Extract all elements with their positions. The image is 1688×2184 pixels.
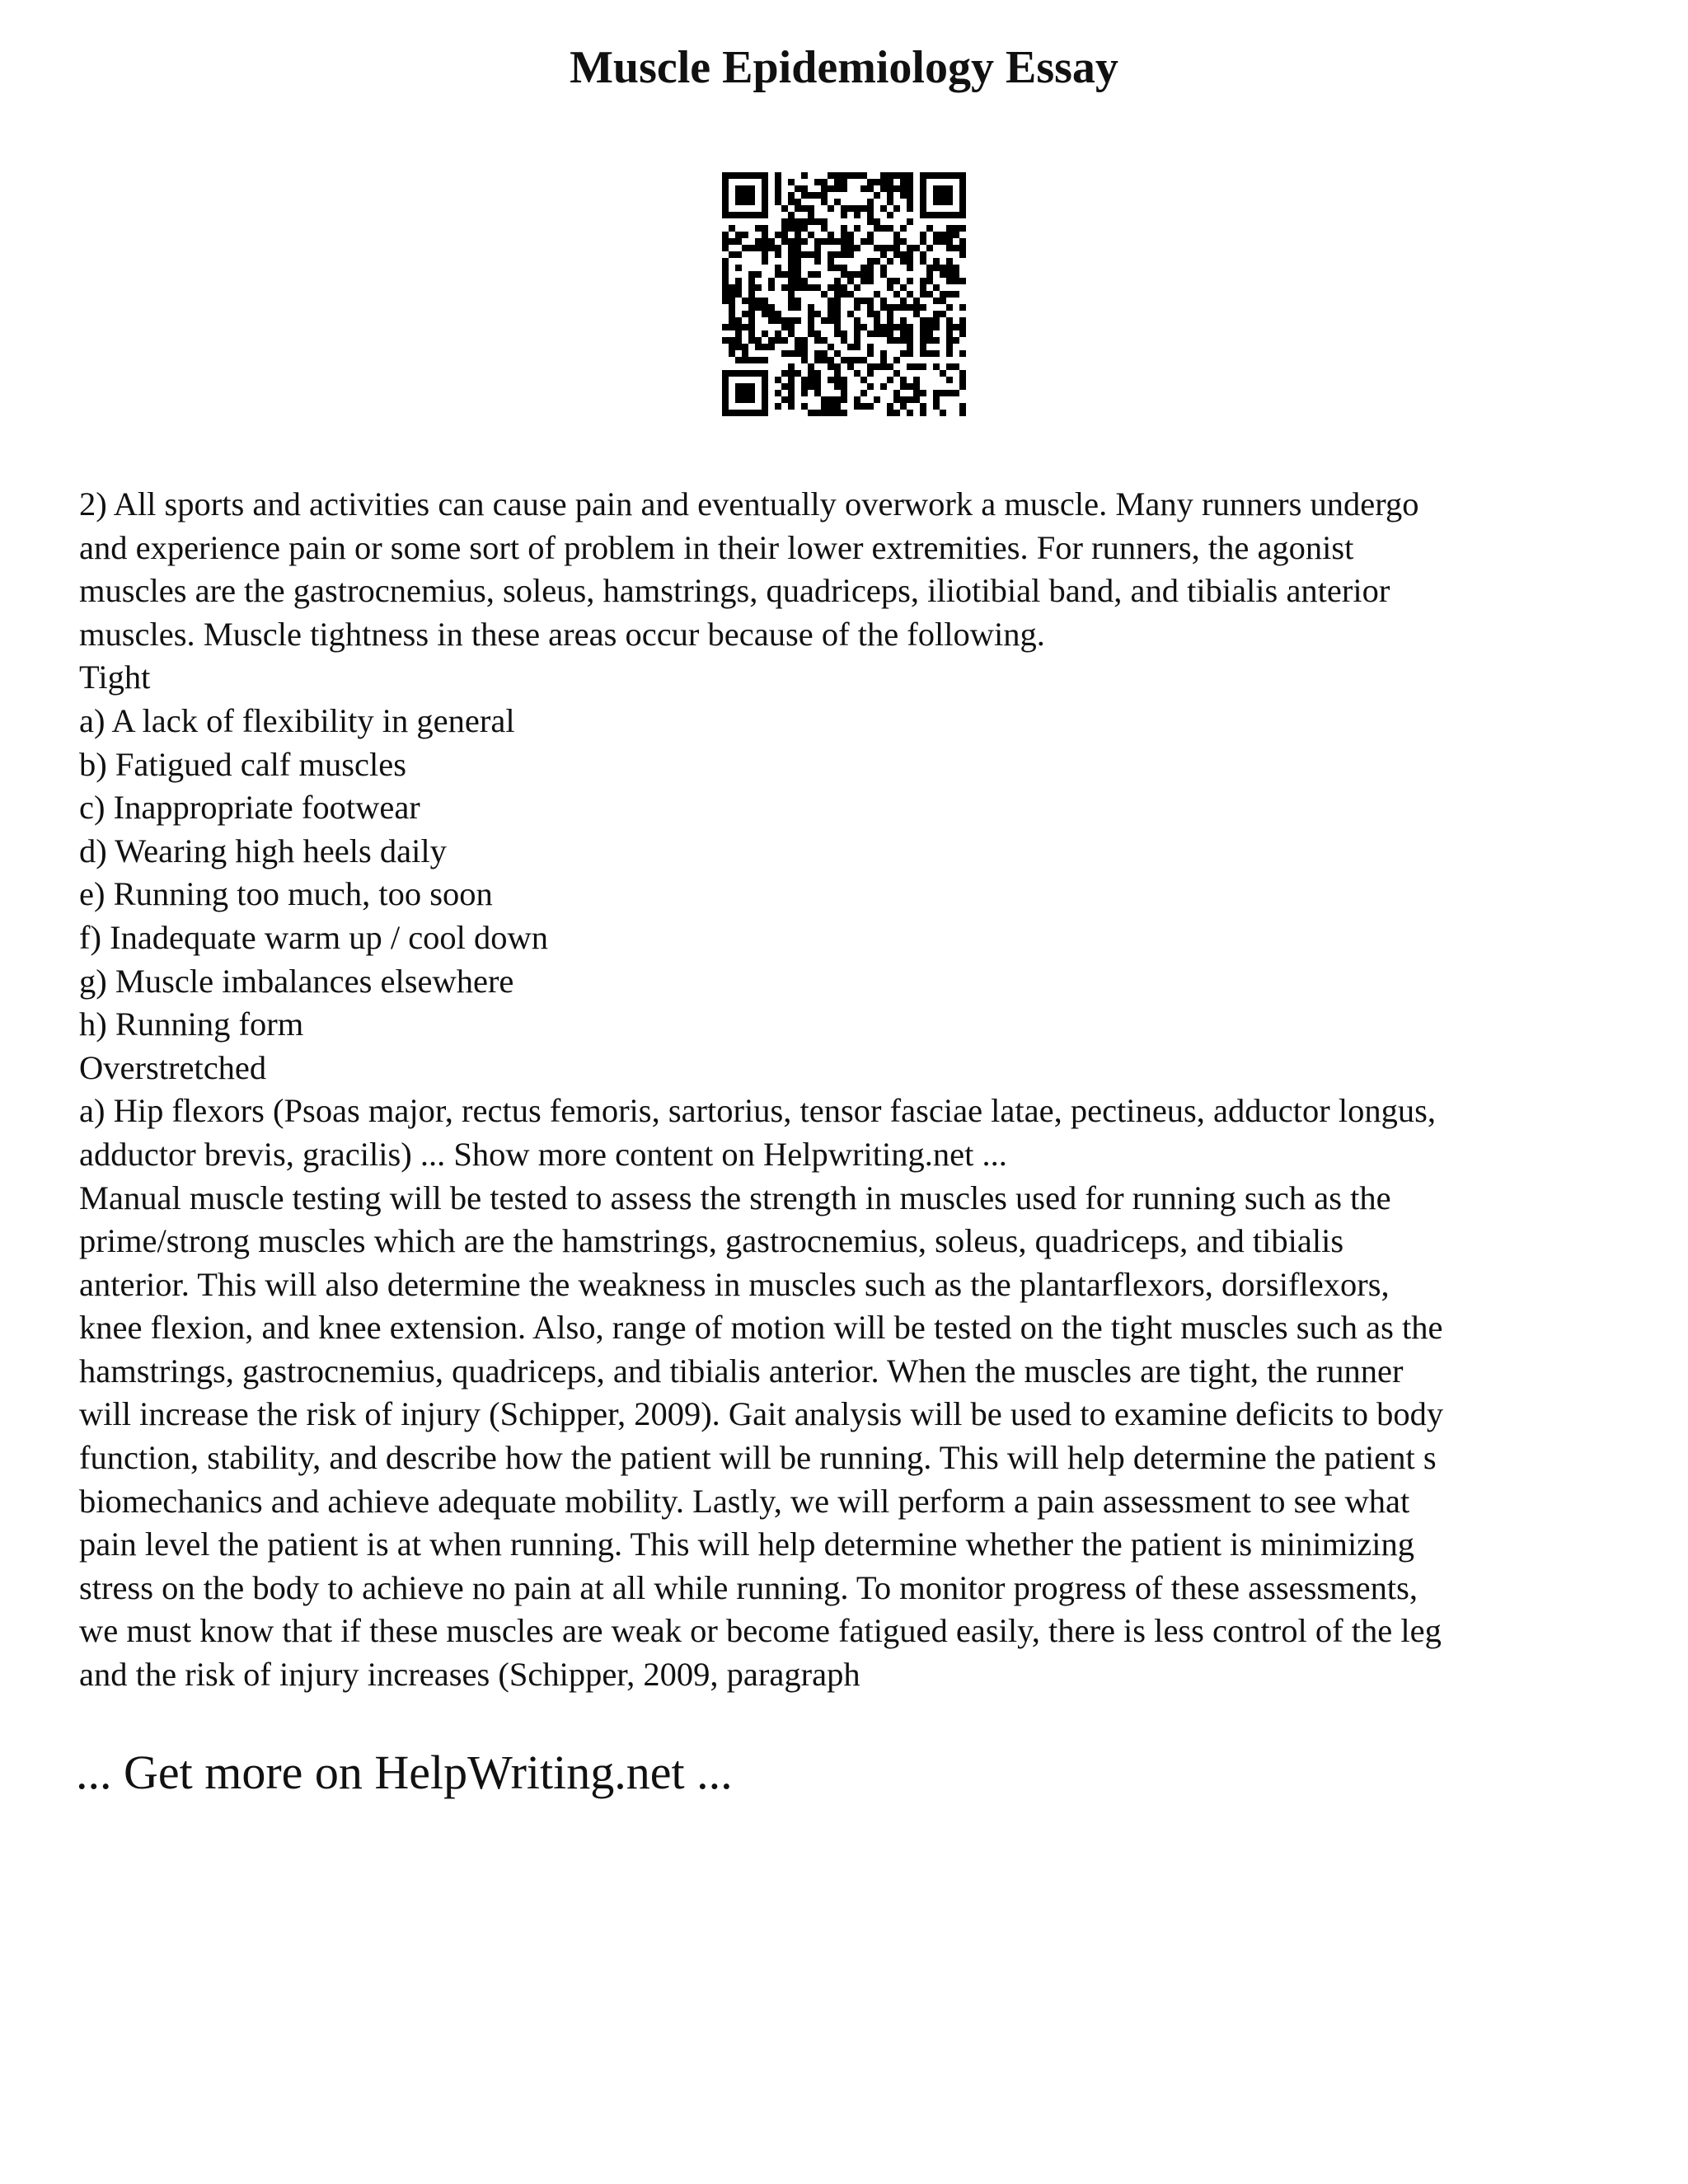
essay-body: 2) All sports and activities can cause pain and eventually overwork a muscle. Many runners undergo and experience pain or some sort of problem in their lower extremities. For runners, the agonist muscles are the gastrocnemius, soleus, hamstrings, quadriceps, iliotibial band, and tibialis anterior muscles. Muscle tightness in these areas occur because of the following. Tight a) A lack of flexibility in general b) Fatigued calf muscles c) Inappropriate footwear d) Wearing high heels daily e) Running too much, too soon f) Inadequate warm up / cool down g) Muscle imbalances elsewhere h) Running form Overstretched a) Hip flexors (Psoas major, rectus femoris, sartorius, tensor fasciae latae, pectineus, adductor longus, adductor brevis, gracilis) ... Show more content on Helpwriting.net ... Manual muscle testing will be tested to assess the strength in muscles used for running such as the prime/strong muscles which are the hamstrings, gastrocnemius, soleus, quadriceps, and tibialis anterior. This will also determine the weakness in muscles such as the plantarflexors, dorsiflexors, knee flexion, and knee extension. Also, range of motion will be tested on the tight muscles such as the hamstrings, gastrocnemius, quadriceps, and tibialis anterior. When the muscles are tight, the runner will increase the risk of injury (Schipper, 2009). Gait analysis will be used to examine deficits to body function, stability, and describe how the patient will be running. This will help determine the patient s biomechanics and achieve adequate mobility. Lastly, we will perform a pain assessment to see what pain level the patient is at when running. This will help determine whether the patient is minimizing stress on the body to achieve no pain at all while running. To monitor progress of these assessments, we must know that if these muscles are weak or become fatigued easily, there is less control of the leg and the risk of injury increases (Schipper, 2009, paragraph (79, 485, 1444, 1694)
document-title: Muscle Epidemiology Essay (570, 42, 1118, 93)
qr-code (722, 172, 966, 416)
get-more-link[interactable]: ... Get more on HelpWriting.net ... (76, 1746, 733, 1799)
